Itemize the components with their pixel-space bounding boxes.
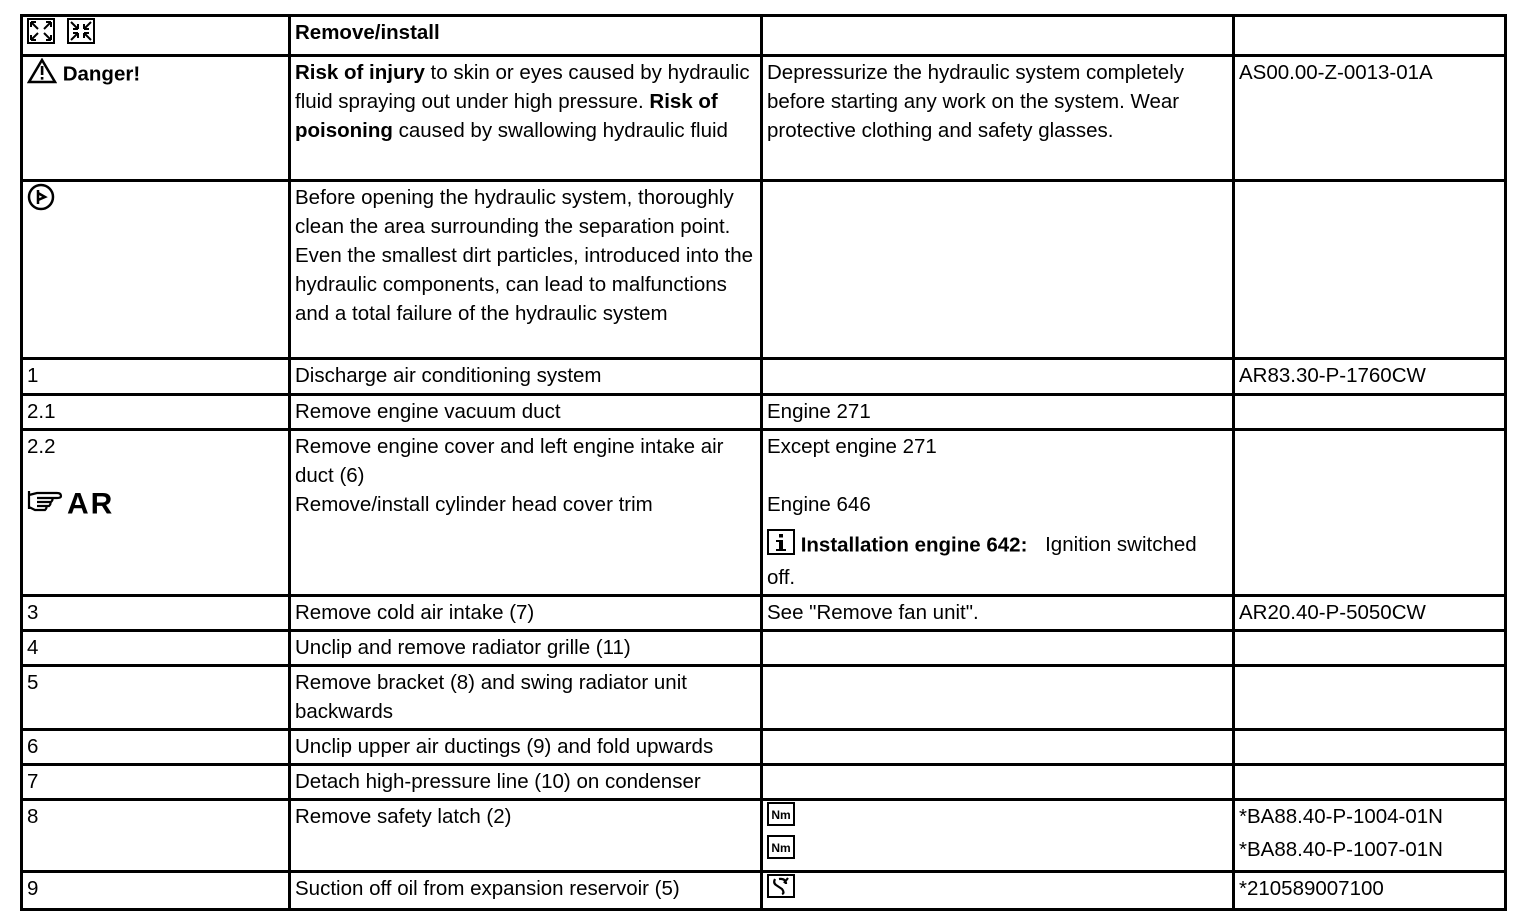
note-icon-cell [22,181,290,359]
torque-icon[interactable] [767,835,795,867]
step-number: 8 [22,800,290,872]
step-ref-link[interactable]: AR83.30-P-1760CW [1234,359,1506,395]
step-ref-cell [1234,800,1506,872]
torque-icon[interactable] [767,802,795,834]
step-note-cell [762,872,1234,910]
torque-label: Nm [771,808,791,822]
step-number: 2.1 [22,395,290,430]
risk-poisoning-bold: Risk of poisoning [295,90,718,142]
danger-row [22,56,1506,181]
note-empty-3 [762,181,1234,359]
step-note [762,765,1234,800]
sub-step-text: Remove/install cylinder head cover trim [295,493,653,516]
step-text: Remove safety latch (2) [290,800,762,872]
step-ref-link[interactable]: *BA88.40-P-1004-01N [1239,805,1443,828]
step-text: Unclip and remove radiator grille (11) [290,631,762,666]
step-ref [1234,765,1506,800]
step-text: Remove engine vacuum duct [290,395,762,430]
torque-label: Nm [771,841,791,855]
step-note: Engine 271 [762,395,1234,430]
step-note-cell [762,800,1234,872]
step-ref [1234,730,1506,765]
step-text: Remove cold air intake (7) [290,596,762,631]
danger-ref: AS00.00-Z-0013-01A [1234,56,1506,181]
header-title: Remove/install [290,16,762,56]
step-text: Detach high-pressure line (10) on condenser [290,765,762,800]
step-text: Discharge air conditioning system [290,359,762,395]
header-icons-cell [22,16,290,56]
header-empty-4 [1234,16,1506,56]
step-note [762,666,1234,730]
table-row [22,872,1506,910]
table-row [22,800,1506,872]
header-empty-3 [762,16,1234,56]
step-number-cell [22,430,290,596]
risk-injury-bold: Risk of injury [295,61,425,84]
table-row [22,596,1506,631]
ar-reference[interactable] [27,487,284,521]
step-number: 9 [22,872,290,910]
info-icon [767,529,795,563]
step-note [762,631,1234,666]
info-note [767,529,1228,592]
danger-label-cell [22,56,290,181]
table-row [22,359,1506,395]
step-ref-link-2[interactable]: *BA88.40-P-1007-01N [1239,838,1443,861]
collapse-icon[interactable] [67,18,95,52]
step-text: Unclip upper air ductings (9) and fold upwards [290,730,762,765]
note-empty-4 [1234,181,1506,359]
step-note-cell [762,430,1234,596]
step-note: Except engine 271 [767,435,937,458]
danger-text-cell [290,56,762,181]
table-row [22,666,1506,730]
step-number: 7 [22,765,290,800]
step-text: Suction off oil from expansion reservoir (5) [290,872,762,910]
header-row [22,16,1506,56]
note-row [22,181,1506,359]
step-ref-link[interactable]: *210589007100 [1234,872,1506,910]
step-number: 2.2 [27,435,56,458]
procedure-table [20,14,1507,911]
step-text: Remove bracket (8) and swing radiator unit backwards [290,666,762,730]
step-note [762,359,1234,395]
step-number: 6 [22,730,290,765]
environment-note-icon [27,183,55,219]
step-number: 3 [22,596,290,631]
step-text-cell [290,430,762,596]
special-tool-icon[interactable] [767,874,795,906]
danger-measure: Depressurize the hydraulic system completely before starting any work on the system. Wear protective clothing and safety glasses. [762,56,1234,181]
info-text: Ignition switched off. [767,533,1197,589]
danger-label: Danger! [62,62,141,86]
step-number: 1 [22,359,290,395]
table-row [22,430,1506,596]
step-number: 4 [22,631,290,666]
table-row [22,730,1506,765]
table-row [22,765,1506,800]
note-text: Before opening the hydraulic system, thoroughly clean the area surrounding the separation point. Even the smallest dirt particles, introduced into the hydraulic components, can lead to malfunctions and a total failure of the hydraulic system [290,181,762,359]
step-ref-link[interactable]: AR20.40-P-5050CW [1234,596,1506,631]
step-note: See "Remove fan unit". [762,596,1234,631]
step-ref [1234,395,1506,430]
ar-label: AR [67,487,115,521]
risk-injury-text: to skin or eyes caused by hydraulic fluid spraying out under high pressure. [295,61,750,113]
expand-icon[interactable] [27,18,55,52]
step-ref [1234,631,1506,666]
table-row [22,395,1506,430]
risk-poisoning-text: caused by swallowing hydraulic fluid [392,119,728,142]
step-text: Remove engine cover and left engine intake air duct (6) [295,435,724,487]
step-ref [1234,430,1506,596]
table-row [22,631,1506,666]
info-bold: Installation engine 642: [800,533,1028,557]
step-ref [1234,666,1506,730]
step-note [762,730,1234,765]
warning-triangle-icon [27,58,57,92]
sub-step-note: Engine 646 [767,493,871,516]
pointing-hand-icon [27,487,67,521]
step-number: 5 [22,666,290,730]
